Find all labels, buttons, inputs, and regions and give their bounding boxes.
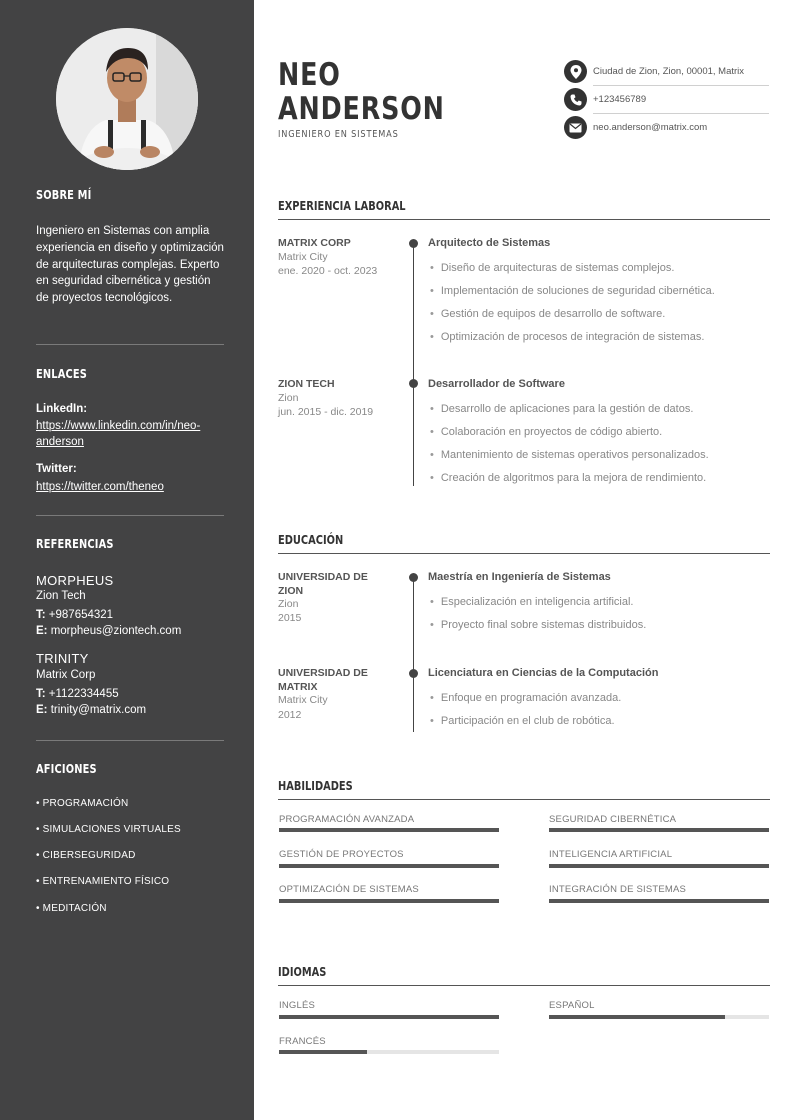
skill-bar bbox=[279, 864, 499, 868]
skill-bar-fill bbox=[279, 864, 499, 868]
email-value: morpheus@ziontech.com bbox=[50, 625, 182, 637]
job-bullet: • Colaboración en proyectos de código abierto. bbox=[430, 426, 662, 438]
degree-bullet: • Proyecto final sobre sistemas distribuidos. bbox=[430, 619, 646, 631]
degree-bullet: • Enfoque en programación avanzada. bbox=[430, 692, 621, 704]
job-bullet: • Diseño de arquitecturas de sistemas complejos. bbox=[430, 262, 674, 274]
timeline-dot bbox=[409, 379, 418, 388]
divider bbox=[36, 515, 224, 516]
timeline-line bbox=[413, 243, 414, 486]
job-dates: jun. 2015 - dic. 2019 bbox=[278, 406, 374, 418]
hobby-item: • SIMULACIONES VIRTUALES bbox=[36, 824, 181, 835]
phone-icon bbox=[564, 88, 587, 111]
email-value: trinity@matrix.com bbox=[50, 704, 147, 716]
school-name: UNIVERSIDAD DE MATRIX bbox=[278, 667, 368, 693]
skill-label: OPTIMIZACIÓN DE SISTEMAS bbox=[279, 884, 419, 895]
skill-bar bbox=[549, 828, 769, 832]
linkedin-label: LinkedIn: bbox=[36, 403, 88, 415]
email-label: E: bbox=[36, 704, 48, 716]
job-title: INGENIERO EN SISTEMAS bbox=[278, 129, 399, 140]
hobby-item: • ENTRENAMIENTO FÍSICO bbox=[36, 876, 170, 887]
degree-title: Licenciatura en Ciencias de la Computación bbox=[428, 667, 659, 679]
envelope-icon bbox=[564, 116, 587, 139]
job-dates: ene. 2020 - oct. 2023 bbox=[278, 265, 378, 277]
language-bar-fill bbox=[279, 1050, 367, 1054]
last-name: ANDERSON bbox=[278, 91, 445, 127]
skill-bar-fill bbox=[549, 864, 769, 868]
timeline-dot bbox=[409, 239, 418, 248]
twitter-label: Twitter: bbox=[36, 463, 77, 475]
school-year: 2015 bbox=[278, 612, 302, 624]
language-bar bbox=[279, 1050, 499, 1054]
school-name: UNIVERSIDAD DE ZION bbox=[278, 571, 368, 597]
company-name: ZION TECH bbox=[278, 378, 335, 390]
degree-bullet: • Especialización en inteligencia artificial. bbox=[430, 596, 633, 608]
languages-heading: IDIOMAS bbox=[278, 965, 327, 979]
language-label: ESPAÑOL bbox=[549, 1000, 595, 1011]
language-bar-fill bbox=[279, 1015, 499, 1019]
job-bullet: • Creación de algoritmos para la mejora de rendimiento. bbox=[430, 472, 706, 484]
company-location: Zion bbox=[278, 392, 299, 404]
skill-bar bbox=[549, 864, 769, 868]
divider bbox=[36, 344, 224, 345]
reference-email bbox=[36, 625, 181, 637]
timeline-dot bbox=[409, 669, 418, 678]
links-heading: ENLACES bbox=[36, 367, 88, 381]
phone-label: T: bbox=[36, 609, 46, 621]
school-location: Zion bbox=[278, 598, 299, 610]
reference-phone bbox=[36, 609, 113, 621]
job-bullet: • Gestión de equipos de desarrollo de software. bbox=[430, 308, 665, 320]
contact-email: neo.anderson@matrix.com bbox=[593, 122, 708, 133]
phone-value: +1122334455 bbox=[48, 688, 119, 700]
language-bar bbox=[549, 1015, 769, 1019]
experience-heading: EXPERIENCIA LABORAL bbox=[278, 199, 406, 213]
timeline-line bbox=[413, 577, 414, 732]
job-bullet: • Mantenimiento de sistemas operativos personalizados. bbox=[430, 449, 709, 461]
hobby-item: • CIBERSEGURIDAD bbox=[36, 850, 136, 861]
skill-label: INTELIGENCIA ARTIFICIAL bbox=[549, 849, 673, 860]
divider bbox=[36, 740, 224, 741]
company-location: Matrix City bbox=[278, 251, 328, 263]
skill-bar bbox=[549, 899, 769, 903]
skill-label: GESTIÓN DE PROYECTOS bbox=[279, 849, 404, 860]
reference-email bbox=[36, 704, 146, 716]
about-text: Ingeniero en Sistemas con amplia experiencia en diseño y optimización de arquitecturas complejas. Experto en seguridad cibernética y gestión de proyectos tecnológicos. bbox=[36, 225, 224, 305]
section-rule bbox=[278, 985, 770, 986]
phone-label: T: bbox=[36, 688, 46, 700]
reference-company: Matrix Corp bbox=[36, 669, 96, 681]
job-role: Desarrollador de Software bbox=[428, 378, 565, 390]
profile-photo bbox=[56, 28, 198, 170]
linkedin-link[interactable]: https://www.linkedin.com/in/neo-anderson bbox=[36, 420, 201, 448]
profile-photo-illustration bbox=[56, 28, 198, 170]
skill-bar-fill bbox=[549, 828, 769, 832]
reference-name: TRINITY bbox=[36, 651, 89, 666]
email-label: E: bbox=[36, 625, 48, 637]
contact-address: Ciudad de Zion, Zion, 00001, Matrix bbox=[593, 66, 745, 77]
job-bullet: • Optimización de procesos de integración de sistemas. bbox=[430, 331, 704, 343]
language-label: INGLÉS bbox=[279, 1000, 316, 1011]
section-rule bbox=[278, 553, 770, 554]
twitter-link[interactable]: https://twitter.com/theneo bbox=[36, 481, 164, 493]
school-year: 2012 bbox=[278, 709, 302, 721]
education-heading: EDUCACIÓN bbox=[278, 533, 344, 547]
timeline-dot bbox=[409, 573, 418, 582]
section-rule bbox=[278, 219, 770, 220]
about-heading: SOBRE MÍ bbox=[36, 188, 92, 202]
section-rule bbox=[278, 799, 770, 800]
location-pin-icon bbox=[564, 60, 587, 83]
school-location: Matrix City bbox=[278, 694, 328, 706]
phone-value: +987654321 bbox=[48, 609, 114, 621]
language-bar bbox=[279, 1015, 499, 1019]
company-name: MATRIX CORP bbox=[278, 237, 351, 249]
reference-company: Zion Tech bbox=[36, 590, 86, 602]
hobby-item: • PROGRAMACIÓN bbox=[36, 798, 129, 809]
skill-label: PROGRAMACIÓN AVANZADA bbox=[279, 814, 415, 825]
language-label: FRANCÉS bbox=[279, 1036, 326, 1047]
skills-heading: HABILIDADES bbox=[278, 779, 353, 793]
contact-phone: +123456789 bbox=[593, 94, 647, 105]
first-name: NEO bbox=[278, 57, 341, 93]
skill-bar-fill bbox=[279, 828, 499, 832]
divider bbox=[593, 85, 769, 86]
hobby-item: • MEDITACIÓN bbox=[36, 903, 107, 914]
references-heading: REFERENCIAS bbox=[36, 537, 114, 551]
language-bar-fill bbox=[549, 1015, 725, 1019]
sidebar bbox=[0, 0, 254, 1120]
reference-phone bbox=[36, 688, 119, 700]
skill-bar bbox=[279, 828, 499, 832]
degree-bullet: • Participación en el club de robótica. bbox=[430, 715, 615, 727]
job-bullet: • Implementación de soluciones de seguridad cibernética. bbox=[430, 285, 715, 297]
skill-bar-fill bbox=[549, 899, 769, 903]
degree-title: Maestría en Ingeniería de Sistemas bbox=[428, 571, 611, 583]
job-bullet: • Desarrollo de aplicaciones para la gestión de datos. bbox=[430, 403, 693, 415]
divider bbox=[593, 113, 769, 114]
skill-bar bbox=[279, 899, 499, 903]
skill-bar-fill bbox=[279, 899, 499, 903]
hobbies-heading: AFICIONES bbox=[36, 762, 97, 776]
job-role: Arquitecto de Sistemas bbox=[428, 237, 551, 249]
skill-label: INTEGRACIÓN DE SISTEMAS bbox=[549, 884, 687, 895]
skill-label: SEGURIDAD CIBERNÉTICA bbox=[549, 814, 677, 825]
reference-name: MORPHEUS bbox=[36, 573, 114, 588]
